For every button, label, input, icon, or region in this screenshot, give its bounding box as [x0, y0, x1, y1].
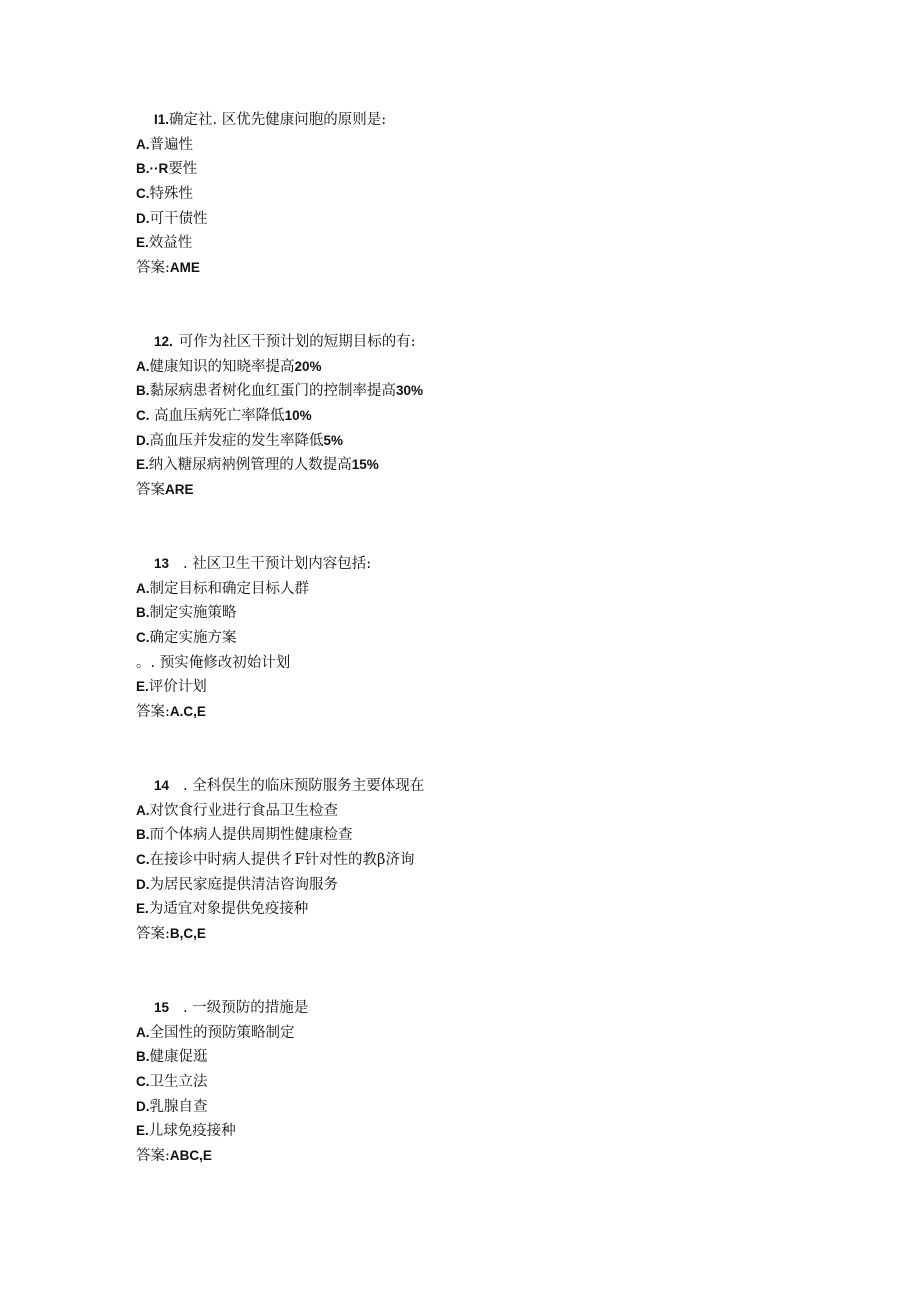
question-14 — [136, 774, 856, 947]
option-letter: B. — [136, 383, 150, 399]
option-b — [136, 601, 856, 626]
question-number: I1. — [154, 112, 170, 127]
answer-label: 答案 — [136, 482, 165, 499]
option-text: 普遍性 — [149, 136, 193, 153]
option-letter: C. — [136, 408, 150, 424]
question-text: 可作为社区干预计划的短期目标的有: — [178, 334, 416, 350]
option-letter: D. — [136, 432, 150, 448]
option-percent: 10% — [284, 408, 312, 424]
option-b — [136, 823, 856, 848]
option-letter: A. — [136, 136, 150, 152]
option-d — [136, 207, 856, 232]
option-a — [136, 1021, 856, 1046]
option-text: 儿球免疫接种 — [148, 1123, 236, 1140]
option-d — [136, 651, 856, 676]
option-text: 对饮食行业进行食品卫生检查 — [149, 802, 338, 819]
option-letter: E. — [136, 679, 149, 695]
option-text: 为居民家庭提供清洁咨询服务 — [149, 876, 338, 893]
option-text: 健康知识的知晓率提高 — [149, 358, 295, 375]
option-letter: B. — [136, 827, 150, 843]
question-number: 13 — [154, 556, 170, 571]
option-text: 乳腺自查 — [149, 1098, 208, 1115]
option-percent: 15% — [351, 457, 379, 473]
option-text: 评价计划 — [148, 679, 207, 696]
option-letter: D. — [136, 876, 150, 892]
answer-label: 答案: — [136, 1148, 170, 1165]
answer-label: 答案: — [136, 260, 170, 277]
option-c — [136, 182, 856, 207]
option-a — [136, 799, 856, 824]
option-text: 高血压病死亡率降低 — [149, 408, 285, 425]
option-text: 为适宜对象提供免疫接种 — [148, 901, 309, 918]
option-letter: D. — [136, 1098, 150, 1114]
answer-value: AME — [169, 260, 200, 276]
question-number: 14 — [154, 778, 170, 793]
option-c — [136, 848, 856, 873]
option-text: 特殊性 — [149, 186, 193, 203]
option-letter: C. — [136, 186, 150, 202]
option-letter: D. — [136, 210, 150, 226]
option-letter: E. — [136, 1123, 149, 1139]
question-number: 15 — [154, 1000, 170, 1015]
option-letter: B. — [136, 1049, 150, 1065]
option-letter: E. — [136, 235, 149, 251]
option-b — [136, 379, 856, 404]
option-a — [136, 355, 856, 380]
option-letter: A. — [136, 358, 150, 374]
answer-label: 答案: — [136, 926, 170, 943]
answer-value: ABC,E — [169, 1148, 212, 1164]
answer-label: 答案: — [136, 704, 170, 721]
question-stem — [136, 996, 856, 1021]
option-letter: A. — [136, 1024, 150, 1040]
option-text: 制定目标和确定目标人群 — [149, 580, 309, 597]
option-e — [136, 453, 856, 478]
option-letter: C. — [136, 630, 150, 646]
option-letter: B.··R — [136, 161, 169, 177]
option-d — [136, 873, 856, 898]
option-letter: A. — [136, 580, 150, 596]
question-text: . 社区卫生干预计划内容包括: — [183, 556, 372, 572]
question-15 — [136, 996, 856, 1169]
option-a — [136, 577, 856, 602]
option-text: 可干债性 — [149, 210, 208, 227]
option-letter: B. — [136, 605, 150, 621]
question-stem — [136, 108, 856, 133]
option-text: 卫生立法 — [149, 1074, 208, 1091]
option-letter: A. — [136, 802, 150, 818]
option-a — [136, 133, 856, 158]
option-letter: E. — [136, 457, 149, 473]
option-d — [136, 429, 856, 454]
question-text: 确定社. 区优先健康问胞的原则是: — [169, 112, 387, 128]
question-stem — [136, 774, 856, 799]
answer-line — [136, 256, 856, 281]
option-b — [136, 1045, 856, 1070]
option-text: 健康促逛 — [149, 1049, 208, 1066]
answer-line — [136, 478, 856, 503]
question-stem — [136, 552, 856, 577]
option-letter: C. — [136, 1074, 150, 1090]
option-percent: 5% — [323, 432, 344, 448]
question-13 — [136, 552, 856, 725]
option-e — [136, 1119, 856, 1144]
option-text: 在接诊中时病人提供彳F针对性的教β济询 — [149, 852, 415, 869]
option-e — [136, 231, 856, 256]
option-text: 高血压并发症的发生率降低 — [149, 432, 324, 449]
option-e — [136, 675, 856, 700]
answer-value: ARE — [165, 482, 194, 498]
option-letter: C. — [136, 852, 150, 868]
option-e — [136, 897, 856, 922]
question-number: 12. — [154, 334, 173, 349]
option-b — [136, 157, 856, 182]
question-stem — [136, 330, 856, 355]
option-text: 要性 — [168, 161, 198, 178]
answer-value: A.C,E — [169, 704, 206, 720]
answer-line — [136, 922, 856, 947]
option-text: 确定实施方案 — [149, 630, 237, 647]
answer-line — [136, 700, 856, 725]
option-text: 黏尿病患者树化血红蛋门的控制率提高 — [149, 383, 396, 400]
option-text: 纳入糖尿病衲例管理的人数提高 — [148, 457, 352, 474]
option-text: 全国性的预防策略制定 — [149, 1024, 295, 1041]
option-c — [136, 1070, 856, 1095]
question-text: . 全科俣生的临床预防服务主要体现在 — [183, 778, 425, 794]
option-text: 效益性 — [148, 235, 193, 252]
option-text: 制定实施策略 — [149, 605, 237, 622]
answer-line — [136, 1144, 856, 1169]
option-d — [136, 1095, 856, 1120]
question-text: . 一级预防的措施是 — [183, 1000, 309, 1016]
question-11 — [136, 108, 856, 281]
option-c — [136, 626, 856, 651]
question-12 — [136, 330, 856, 503]
option-text: 而个体病人提供周期性健康检查 — [149, 827, 353, 844]
answer-value: B,C,E — [169, 926, 206, 942]
option-letter: E. — [136, 901, 149, 917]
option-text: 。. 预实俺修改初始计划 — [136, 654, 291, 671]
option-c — [136, 404, 856, 429]
option-percent: 30% — [396, 383, 424, 399]
option-percent: 20% — [294, 358, 322, 374]
